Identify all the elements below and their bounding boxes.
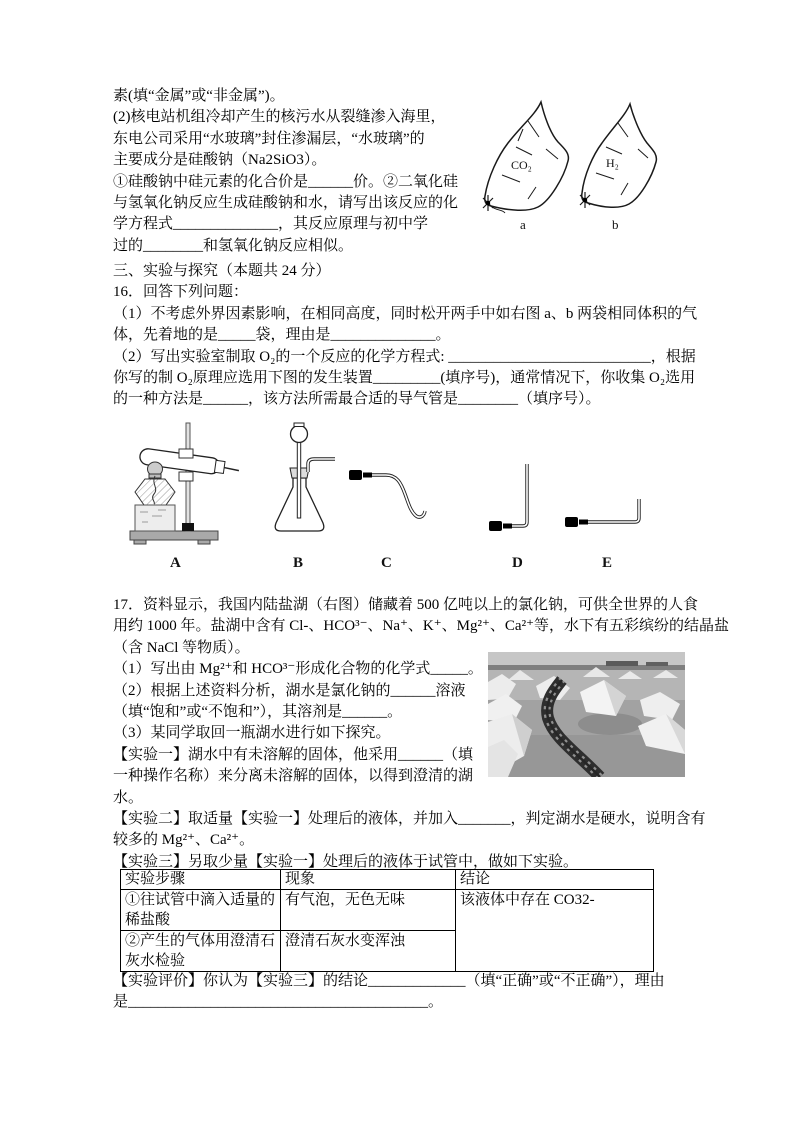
text-line: 学方程式______________，其反应原理与初中学 [113, 216, 429, 233]
bag-b-tag: b [612, 217, 619, 232]
apparatus-label-b: B [293, 555, 304, 571]
text-line: 较多的 Mg²⁺、Ca²⁺。 [113, 832, 255, 849]
text-line: 【实验一】湖水中有未溶解的固体，他采用______（填 [113, 746, 474, 763]
text-line: 17．资料显示，我国内陆盐湖（右图）储藏着 500 亿吨以上的氯化钠，可供全世界的人食 [113, 597, 699, 613]
text-line: (2)核电站机组冷却产生的核污水从裂缝渗入海里， [113, 109, 446, 126]
table-cell-phenomenon-2: 澄清石灰水变浑浊 [281, 931, 456, 972]
text-line: （含 NaCl 等物质）。 [113, 639, 250, 656]
text-line: 体，先着地的是_____袋，理由是______________。 [113, 327, 451, 344]
evaluation-block [113, 971, 713, 1014]
apparatus-a-drawing [130, 423, 240, 544]
text-line: 16．回答下列问题： [113, 284, 249, 301]
apparatus-e-drawing [565, 499, 639, 527]
bag-b-gas-label: H₂ [606, 156, 619, 170]
text-line: 主要成分是硅酸钠（Na2SiO3）。 [113, 152, 327, 169]
table-header-conclusion: 结论 [456, 870, 654, 890]
experiment-table [120, 869, 654, 972]
text-line: 的一种方法是______，该方法所需最合适的导气管是________（填序号）。 [113, 391, 601, 408]
text-line: 【实验二】取适量【实验一】处理后的液体，并加入_______，判定湖水是硬水，说明含有 [113, 810, 706, 827]
text-line: （1）不考虑外界因素影响，在相同高度，同时松开两手中如右图 a、b 两袋相同体积的气 [113, 305, 698, 322]
text-line: 素(填“金属”或“非金属”)。 [113, 88, 285, 104]
text-line: 东电公司采用“水玻璃”封住渗漏层，“水玻璃”的 [113, 130, 425, 147]
text-line: ①硅酸钠中硅元素的化合价是______价。②二氧化硅 [113, 173, 459, 190]
apparatus-label-a: A [170, 555, 181, 571]
q15-tail-block [113, 86, 493, 257]
text-line: 你写的制 O₂原理应选用下图的发生装置_________(填序号)，通常情况下，你收集 O₂选用 [113, 369, 696, 386]
table-cell-phenomenon-1: 有气泡，无色无味 [281, 890, 456, 931]
table-cell-step-2: ②产生的气体用澄清石灰水检验 [121, 931, 281, 972]
text-line: （3）某同学取回一瓶湖水进行如下探究。 [113, 725, 391, 742]
section-16-block [113, 261, 713, 411]
text-line: 【实验三】另取少量【实验一】处理后的液体于试管中，做如下实验。 [113, 853, 579, 870]
text-line: （填“饱和”或“不饱和”），其溶剂是______。 [113, 703, 403, 720]
text-line: （1）写出由 Mg²⁺和 HCO³⁻形成化合物的化学式_____。 [113, 661, 483, 678]
text-line: 水。 [113, 789, 144, 806]
table-cell-step-1: ①往试管中滴入适量的稀盐酸 [121, 890, 281, 931]
text-line: （2）写出实验室制取 O₂的一个反应的化学方程式: ___________________________，根据 [113, 348, 696, 365]
section-heading: 三、实验与探究（本题共 24 分） [113, 263, 331, 279]
bag-a-tag: a [520, 217, 526, 232]
table-header-phenomenon: 现象 [281, 870, 456, 890]
apparatus-label-c: C [381, 555, 392, 571]
text-line: 过的________和氢氧化钠反应相似。 [113, 237, 354, 254]
bag-a-gas-label: CO₂ [511, 158, 532, 172]
text-line: 是________________________________________。 [113, 994, 444, 1011]
apparatus-d-drawing [489, 464, 527, 531]
text-line: （2）根据上述资料分析，湖水是氯化钠的______溶液 [113, 682, 466, 699]
text-line: 用约 1000 年。盐湖中含有 Cl-、HCO³⁻、Na⁺、K⁺、Mg²⁺、Ca²⁺等，水下有五彩缤纷的结晶盐 [113, 618, 729, 635]
table-header-row [121, 870, 654, 890]
apparatus-figure [118, 420, 683, 572]
apparatus-b-drawing [275, 423, 335, 531]
apparatus-c-drawing [349, 470, 425, 517]
table-row [121, 890, 654, 931]
apparatus-label-d: D [512, 555, 523, 571]
text-line: 一种操作名称）来分离未溶解的固体，以得到澄清的湖 [113, 768, 474, 785]
table-header-step: 实验步骤 [121, 870, 281, 890]
salt-lake-photo [488, 652, 685, 777]
table-cell-conclusion: 该液体中存在 CO32- [456, 890, 654, 972]
text-line: 与氢氧化钠反应生成硅酸钠和水，请写出该反应的化 [113, 194, 459, 211]
text-line: 【实验评价】你认为【实验三】的结论_____________（填“正确”或“不正确”），理由 [113, 973, 665, 989]
gas-bags-figure [478, 99, 673, 234]
apparatus-label-e: E [602, 555, 613, 571]
